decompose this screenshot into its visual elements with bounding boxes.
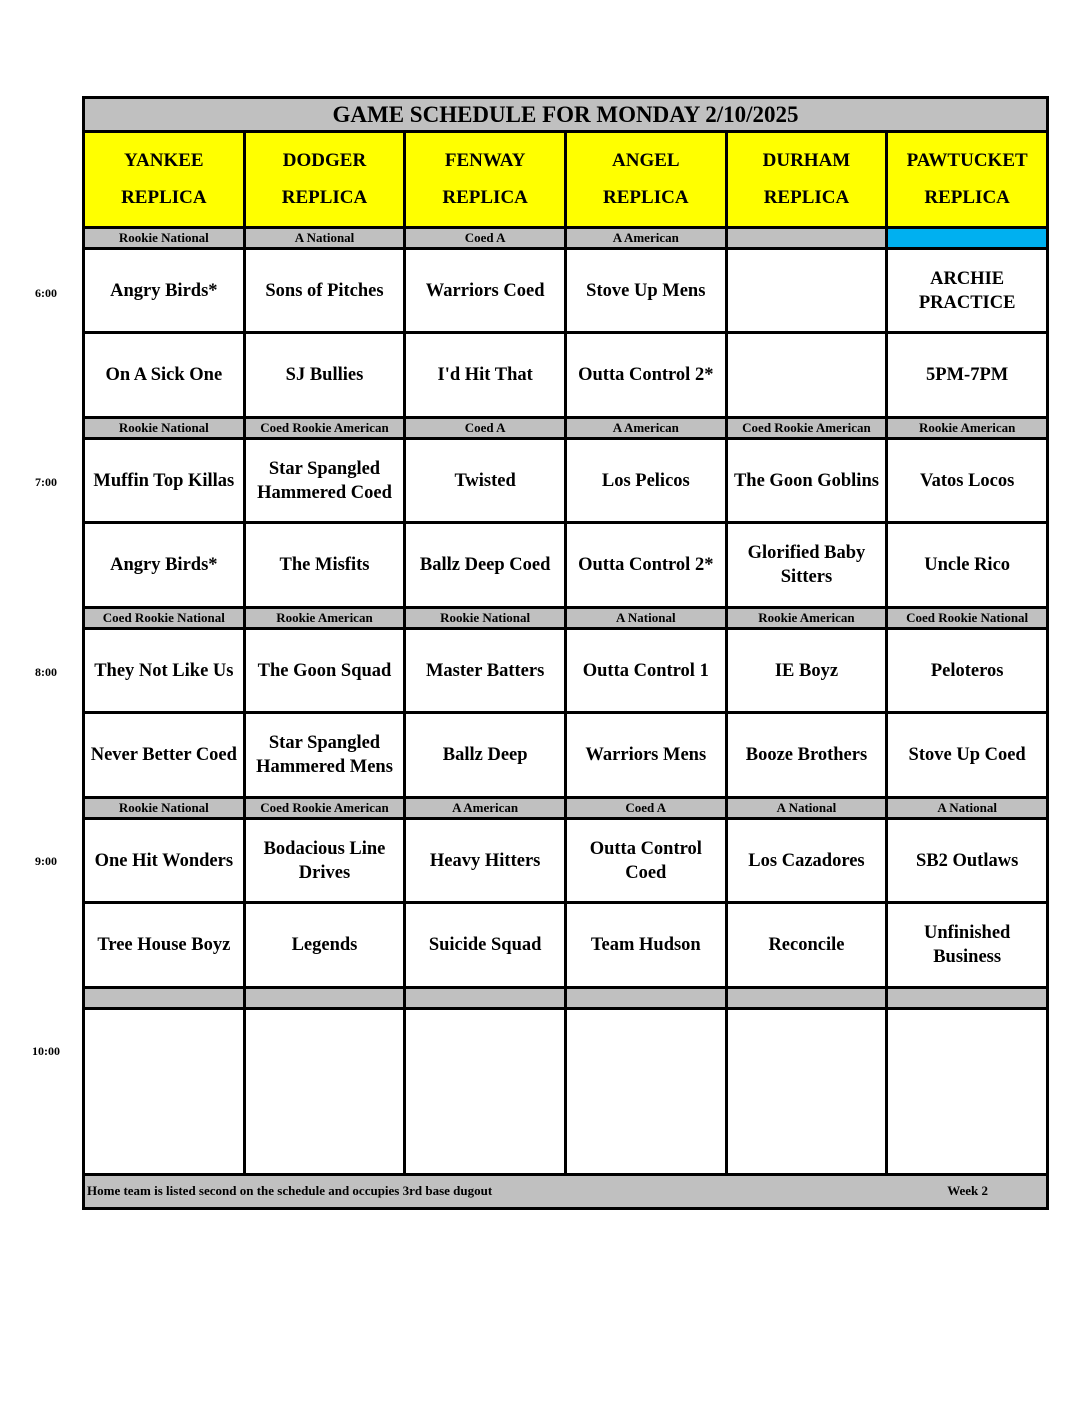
field-header [405,132,566,228]
away-team: Los Cazadores [726,818,887,902]
division-label: Rookie American [244,607,405,628]
division-label [726,227,887,248]
home-team: Suicide Squad [405,903,566,987]
division-label [726,987,887,1008]
week-label: Week 2 [947,1183,988,1199]
away-team: SB2 Outlaws [887,818,1048,902]
away-team: Stove Up Mens [565,248,726,332]
away-team: One Hit Wonders [84,818,245,902]
schedule-table [82,96,1049,1210]
division-label: Coed A [405,417,566,438]
home-team: Glorified Baby Sitters [726,523,887,607]
field-name: ANGEL [612,150,680,172]
away-team: Angry Birds* [84,248,245,332]
away-team: Muffin Top Killas [84,438,245,522]
away-team: They Not Like Us [84,628,245,712]
division-label: Coed Rookie American [244,797,405,818]
field-header [244,132,405,228]
empty-slot [887,1008,1048,1174]
away-team: Master Batters [405,628,566,712]
division-label: A National [887,797,1048,818]
home-team: I'd Hit That [405,333,566,417]
home-team: Booze Brothers [726,713,887,797]
field-sub: REPLICA [603,187,689,209]
time-label-7: 7:00 [35,475,57,489]
away-team: ARCHIE PRACTICE [887,248,1048,332]
home-team: SJ Bullies [244,333,405,417]
empty-slot [244,1008,405,1174]
home-team: 5PM-7PM [887,333,1048,417]
field-sub: REPLICA [924,187,1010,209]
division-label: Rookie National [84,227,245,248]
away-team: Heavy Hitters [405,818,566,902]
field-name: PAWTUCKET [906,150,1028,172]
field-name: FENWAY [444,150,526,172]
field-sub: REPLICA [763,187,850,209]
empty-slot [405,1008,566,1174]
home-team: Legends [244,903,405,987]
away-team: The Goon Goblins [726,438,887,522]
division-label: Rookie National [84,417,245,438]
division-label [887,987,1048,1008]
away-team: IE Boyz [726,628,887,712]
field-header [565,132,726,228]
home-team: Ballz Deep Coed [405,523,566,607]
home-team: Angry Birds* [84,523,245,607]
home-team: Unfinished Business [887,903,1048,987]
away-team: Outta Control Coed [565,818,726,902]
division-label-highlight [887,227,1048,248]
field-sub: REPLICA [121,187,207,209]
empty-slot [726,1008,887,1174]
division-label: Rookie American [887,417,1048,438]
home-team: On A Sick One [84,333,245,417]
division-label [565,987,726,1008]
division-label: A National [726,797,887,818]
field-name: DODGER [282,150,367,172]
field-sub: REPLICA [281,187,368,209]
division-label: A American [405,797,566,818]
empty-slot [565,1008,726,1174]
division-label: A National [565,607,726,628]
division-label [405,987,566,1008]
home-team: Ballz Deep [405,713,566,797]
division-label: Coed Rookie National [887,607,1048,628]
home-team: Outta Control 2* [565,523,726,607]
division-label [244,987,405,1008]
away-team [726,248,887,332]
home-team: Team Hudson [565,903,726,987]
away-team: Outta Control 1 [565,628,726,712]
division-label [84,987,245,1008]
home-team: Uncle Rico [887,523,1048,607]
away-team: Los Pelicos [565,438,726,522]
division-label: A American [565,227,726,248]
footer-note: Home team is listed second on the schedule and occupies 3rd base dugout [87,1183,493,1199]
home-team: Star Spangled Hammered Mens [244,713,405,797]
away-team: The Goon Squad [244,628,405,712]
field-header [84,132,245,228]
home-team: Warriors Mens [565,713,726,797]
time-label-10: 10:00 [32,1044,60,1058]
division-label: Coed Rookie American [244,417,405,438]
home-team [726,333,887,417]
time-label-6: 6:00 [35,286,57,300]
away-team: Sons of Pitches [244,248,405,332]
division-label: Coed A [565,797,726,818]
division-label: A National [244,227,405,248]
away-team: Peloteros [887,628,1048,712]
schedule-footer [84,1174,1048,1208]
home-team: Never Better Coed [84,713,245,797]
home-team: Reconcile [726,903,887,987]
home-team: Outta Control 2* [565,333,726,417]
division-label: Coed A [405,227,566,248]
division-label: Coed Rookie American [726,417,887,438]
time-label-9: 9:00 [35,854,57,868]
division-label: Rookie American [726,607,887,628]
away-team: Twisted [405,438,566,522]
division-label: Coed Rookie National [84,607,245,628]
home-team: Stove Up Coed [887,713,1048,797]
home-team: Tree House Boyz [84,903,245,987]
home-team: The Misfits [244,523,405,607]
division-label: A American [565,417,726,438]
time-label-8: 8:00 [35,665,57,679]
away-team: Vatos Locos [887,438,1048,522]
field-name: DURHAM [762,150,851,172]
field-name: YANKEE [124,150,204,172]
division-label: Rookie National [405,607,566,628]
field-sub: REPLICA [442,187,528,209]
field-header [887,132,1048,228]
away-team: Bodacious Line Drives [244,818,405,902]
away-team: Warriors Coed [405,248,566,332]
schedule-title: GAME SCHEDULE FOR MONDAY 2/10/2025 [84,98,1048,132]
away-team: Star Spangled Hammered Coed [244,438,405,522]
division-label: Rookie National [84,797,245,818]
field-header [726,132,887,228]
empty-slot [84,1008,245,1174]
